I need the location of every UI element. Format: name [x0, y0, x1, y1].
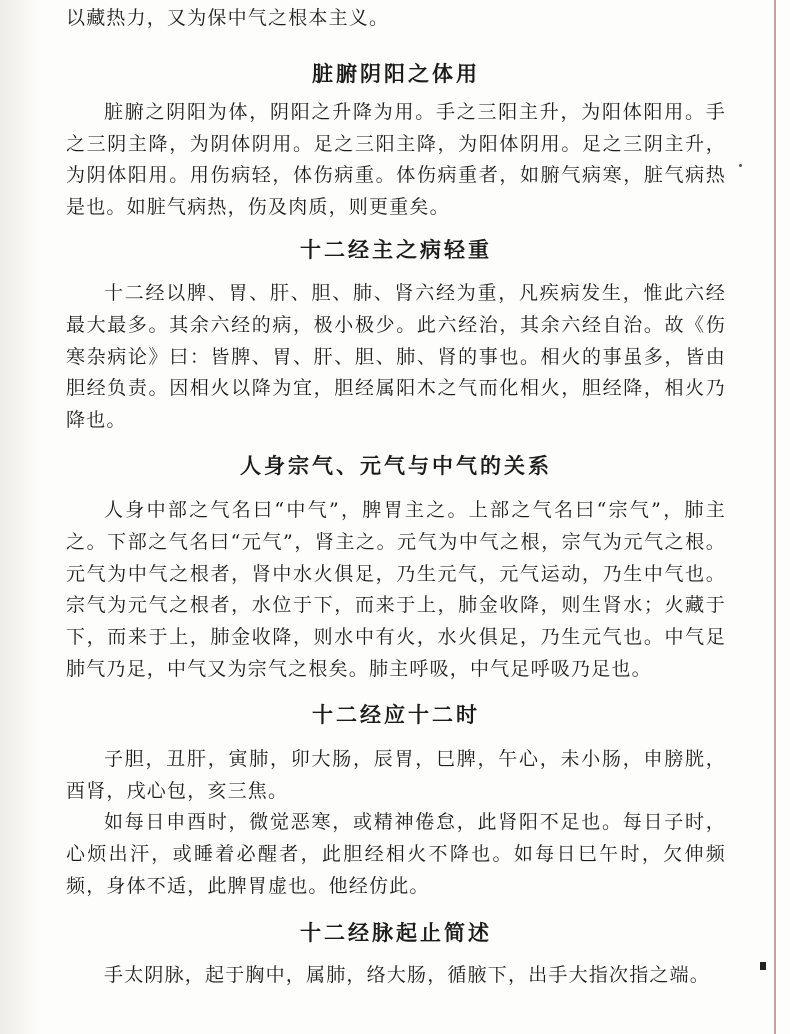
paragraph: 十二经以脾、胃、肝、胆、肺、肾六经为重，凡疾病发生，惟此六经最大最多。其余六经的病，极小极少。此六经治，其余六经自治。故《伤寒杂病论》曰：皆脾、胃、肝、胆、肺、肾的事也。相火的事虽多，皆由胆经负责。因相火以降为宜，胆经属阳木之气而化相火，胆经降，相火乃降也。: [66, 281, 726, 432]
scan-mark: [760, 962, 766, 970]
page-edge-rule: [774, 0, 776, 1034]
section-heading: 人身宗气、元气与中气的关系: [240, 452, 552, 478]
section-heading: 脏腑阴阳之体用: [312, 60, 480, 86]
paragraph: 脏腑之阴阳为体，阴阳之升降为用。手之三阳主升，为阳体阳用。手之三阴主降，为阴体阴用。足之三阳主降，为阳体阴用。足之三阴主升，为阴体阳用。用伤病轻，体伤病重。体伤病重者，如腑气病寒，脏气病热是也。如脏气病热，伤及肉质，则更重矣。: [66, 100, 726, 219]
page-text: [66, 0, 726, 992]
binding-shadow: [0, 0, 40, 1034]
continued-paragraph: 以藏热力，又为保中气之根本主义。: [66, 7, 390, 29]
section-heading: 十二经脉起止简述: [300, 919, 492, 945]
paragraph: 如每日申酉时，微觉恶寒，或精神倦怠，此肾阳不足也。每日子时，心烦出汗，或睡着必醒者，此胆经相火不降也。如每日巳午时，欠伸频频，身体不适，此脾胃虚也。他经仿此。: [66, 811, 726, 897]
section-heading: 十二经主之病轻重: [300, 236, 492, 262]
paragraph: 手太阴脉，起于胸中，属肺，络大肠，循腋下，出手大指次指之端。: [104, 963, 711, 986]
section-heading: 十二经应十二时: [312, 701, 480, 727]
scan-speck: [739, 164, 742, 167]
paragraph: 子胆，丑肝，寅肺，卯大肠，辰胃，巳脾，午心，未小肠，申膀胱，酉肾，戌心包，亥三焦。: [66, 747, 726, 802]
paragraph: 人身中部之气名曰“中气”，脾胃主之。上部之气名曰“宗气”，肺主之。下部之气名曰“元气”，肾主之。元气为中气之根，宗气为元气之根。元气为中气之根者，肾中水火俱足，乃生元气，元气运动，乃生中气也。宗气为元气之根者，水位于下，而来于上，肺金收降，则生肾水；火藏于下，而来于上，肺金收降，则水中有火，水火俱足，乃生元气也。中气足肺气乃足，中气又为宗气之根矣。肺主呼吸，中气足呼吸乃足也。: [66, 498, 726, 680]
